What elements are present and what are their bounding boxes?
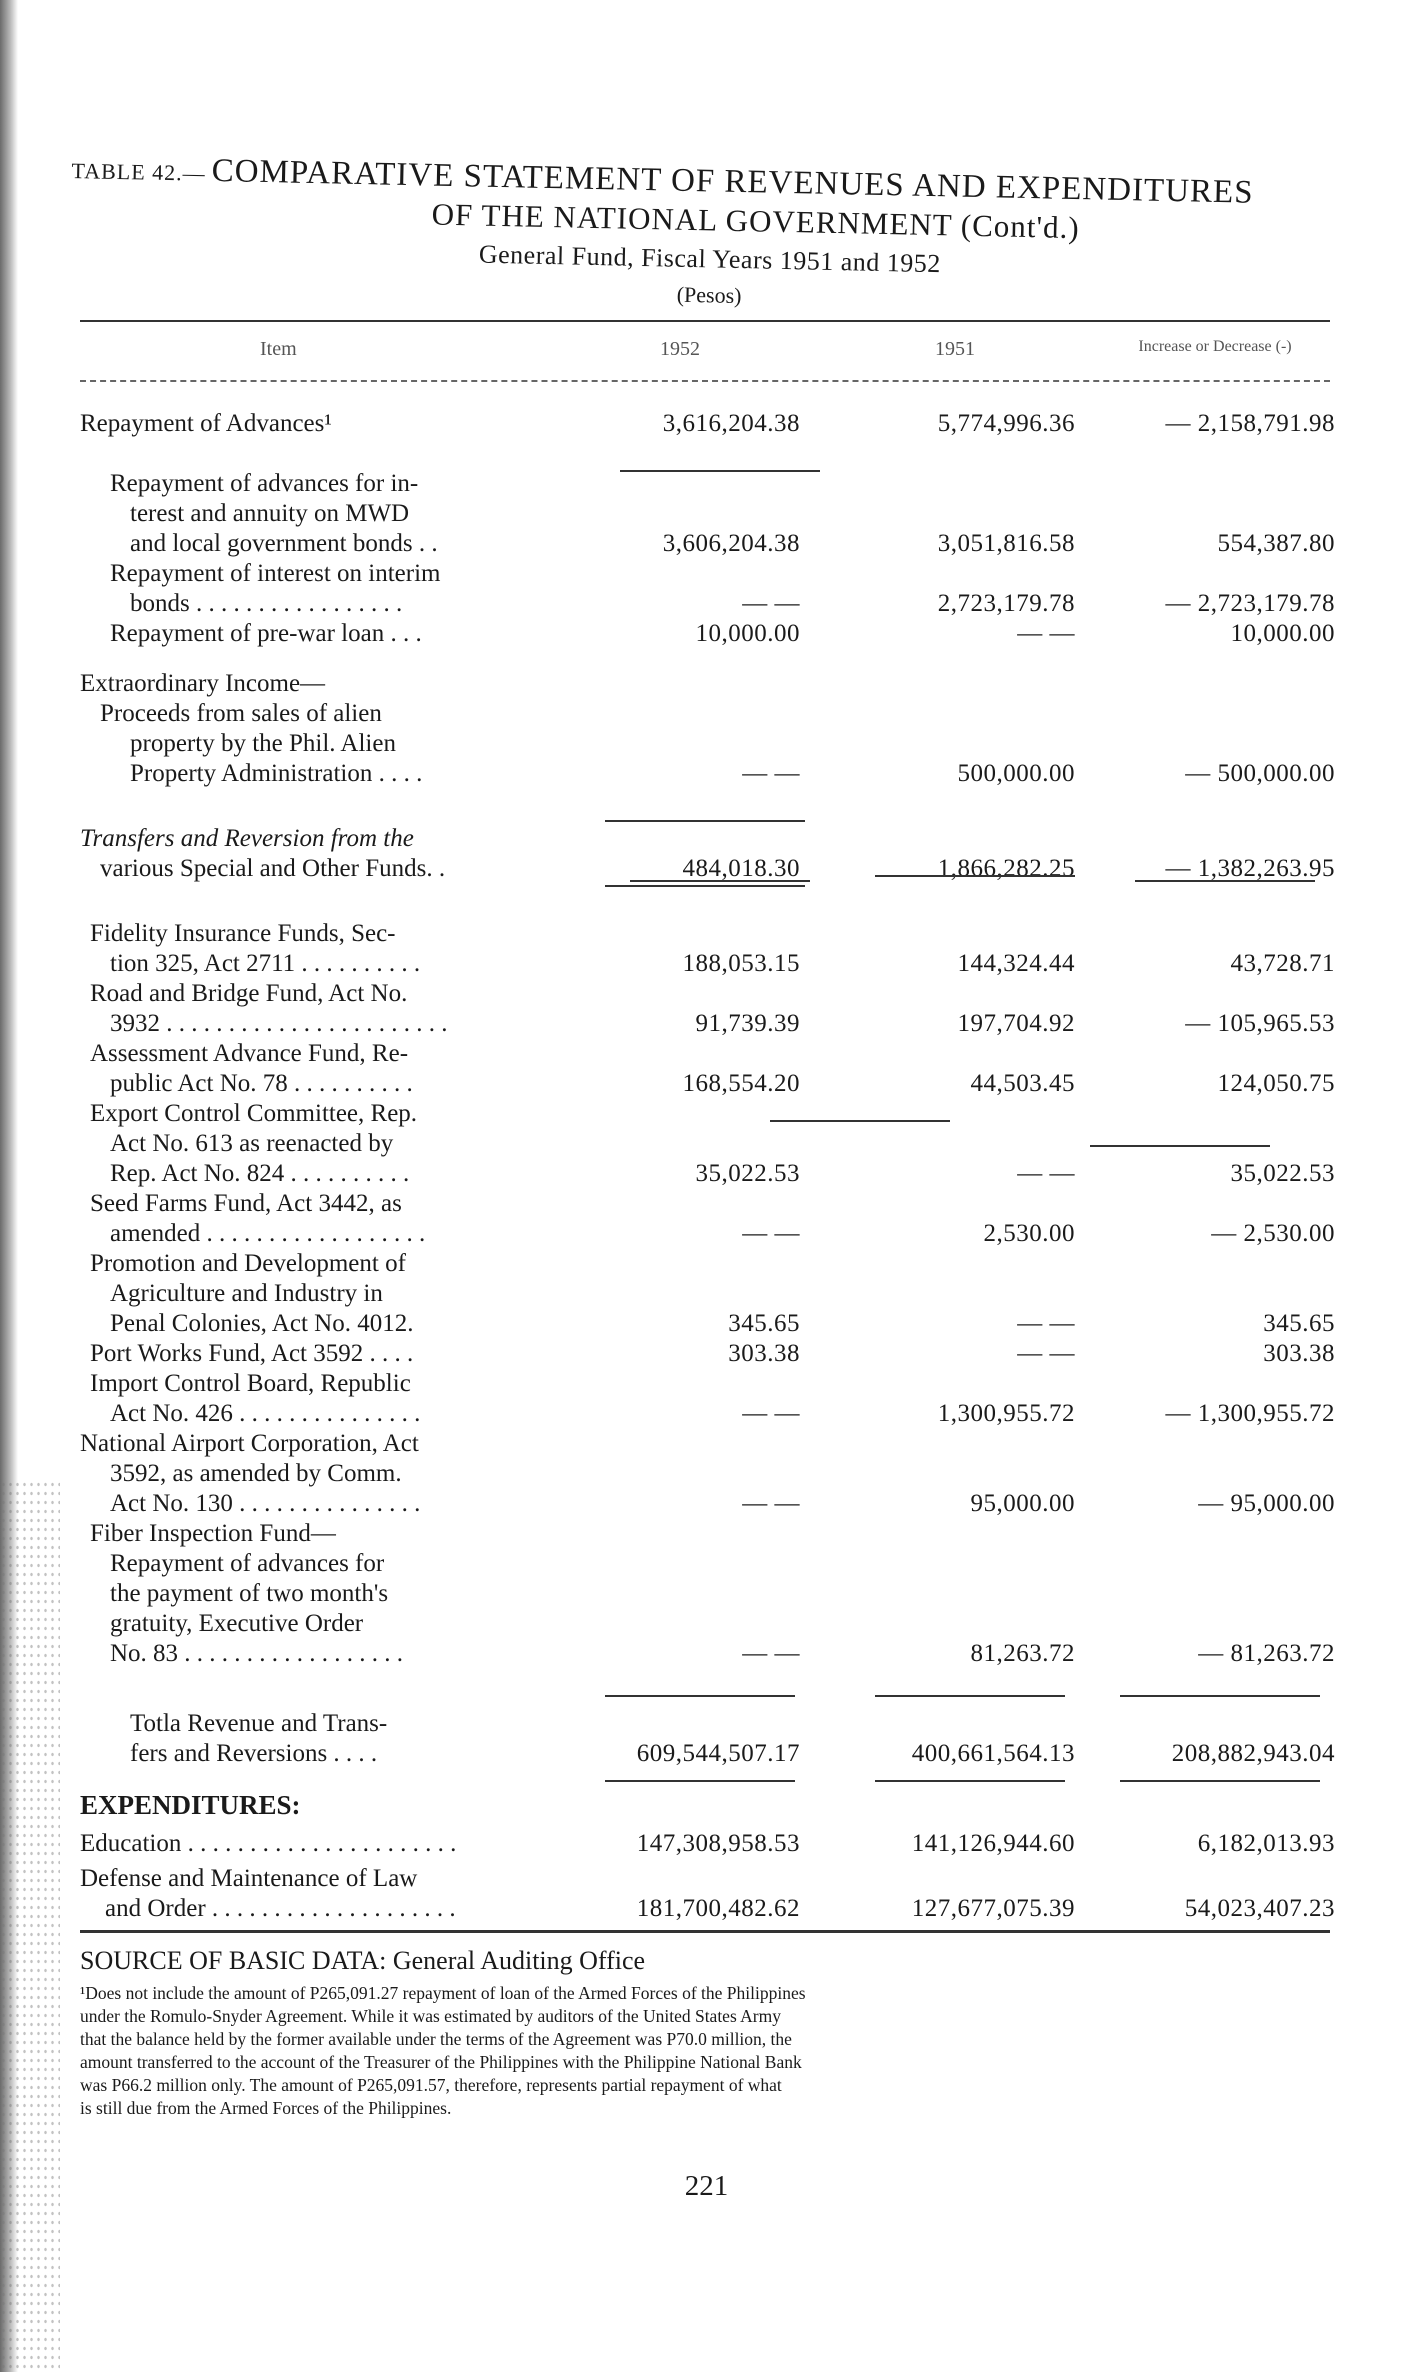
table-row xyxy=(80,1830,1340,1860)
table-row xyxy=(80,1580,1340,1610)
row-label: Fiber Inspection Fund— xyxy=(90,1520,336,1547)
row-label: Import Control Board, Republic xyxy=(90,1370,411,1397)
subtotal-rule xyxy=(1120,1780,1320,1782)
row-label: Rep. Act No. 824 . . . . . . . . . . xyxy=(110,1160,410,1187)
row-label: Repayment of advances for in- xyxy=(110,470,419,497)
row-label: gratuity, Executive Order xyxy=(110,1610,364,1637)
table-row xyxy=(80,1895,1340,1925)
value-increase: — 95,000.00 xyxy=(1198,1490,1335,1517)
table-row xyxy=(80,1520,1340,1550)
row-label: EXPENDITURES: xyxy=(80,1790,301,1820)
value-increase: — 105,965.53 xyxy=(1185,1010,1335,1037)
table-row xyxy=(80,1280,1340,1310)
value-1952: — — xyxy=(742,1490,800,1517)
table-row xyxy=(80,1370,1340,1400)
value-1952: 168,554.20 xyxy=(682,1070,800,1097)
table-row xyxy=(80,1190,1340,1220)
value-increase: 54,023,407.23 xyxy=(1184,1895,1335,1922)
table-end-rule xyxy=(80,1930,1330,1933)
subtotal-rule xyxy=(605,820,805,822)
footnote-line: was P66.2 million only. The amount of P265,091.57, therefore, represents partial repayment of what xyxy=(80,2075,782,2095)
table-row xyxy=(80,1430,1340,1460)
table-row xyxy=(80,560,1340,590)
value-increase: 124,050.75 xyxy=(1217,1070,1335,1097)
table-row xyxy=(80,590,1340,620)
value-1952: — — xyxy=(742,760,800,787)
value-increase: 10,000.00 xyxy=(1230,620,1335,647)
table-row xyxy=(80,1250,1340,1280)
table-row xyxy=(80,1010,1340,1040)
title-units: (Pesos) xyxy=(676,281,742,309)
row-label: bonds . . . . . . . . . . . . . . . . . xyxy=(130,590,403,617)
table-title xyxy=(69,150,1352,322)
value-1952: — — xyxy=(742,1400,800,1427)
row-label: Property Administration . . . . xyxy=(130,760,423,787)
value-1952: 147,308,958.53 xyxy=(636,1830,800,1857)
value-1952: 484,018.30 xyxy=(682,855,800,882)
value-1951: — — xyxy=(1017,1310,1075,1337)
subtotal-rule xyxy=(1120,1695,1320,1697)
value-increase: 345.65 xyxy=(1263,1310,1335,1337)
table-row xyxy=(80,410,1340,440)
row-label: Act No. 426 . . . . . . . . . . . . . . . xyxy=(110,1400,421,1427)
value-increase: — 1,300,955.72 xyxy=(1165,1400,1335,1427)
value-increase: — 500,000.00 xyxy=(1185,760,1335,787)
value-increase: — 1,382,263.95 xyxy=(1165,855,1335,882)
value-1952: 345.65 xyxy=(728,1310,800,1337)
value-increase: 208,882,943.04 xyxy=(1171,1740,1335,1767)
table-row xyxy=(80,760,1340,790)
table-row xyxy=(80,1640,1340,1670)
subtotal-rule xyxy=(1135,880,1315,882)
table-row xyxy=(80,1710,1340,1740)
table-row xyxy=(80,530,1340,560)
value-1952: 609,544,507.17 xyxy=(636,1740,800,1767)
row-label: Repayment of Advances¹ xyxy=(80,410,332,437)
value-1951: 81,263.72 xyxy=(970,1640,1075,1667)
value-1951: 2,530.00 xyxy=(983,1220,1075,1247)
value-1952: 35,022.53 xyxy=(695,1160,800,1187)
value-1951: 5,774,996.36 xyxy=(937,410,1075,437)
value-1951: 127,677,075.39 xyxy=(911,1895,1075,1922)
subtotal-rule xyxy=(1090,1145,1270,1147)
value-1952: 10,000.00 xyxy=(695,620,800,647)
row-label: Repayment of interest on interim xyxy=(110,560,441,587)
table-row xyxy=(80,1070,1340,1100)
value-1951: 2,723,179.78 xyxy=(937,590,1075,617)
value-1952: — — xyxy=(742,1640,800,1667)
value-1952: — — xyxy=(742,1220,800,1247)
row-label: 3932 . . . . . . . . . . . . . . . . . . . . . . . xyxy=(110,1010,448,1037)
row-label: Proceeds from sales of alien xyxy=(100,700,382,727)
header-1951: 1951 xyxy=(935,338,975,360)
row-label: tion 325, Act 2711 . . . . . . . . . . xyxy=(110,950,421,977)
table-row xyxy=(80,1610,1340,1640)
value-increase: 6,182,013.93 xyxy=(1197,1830,1335,1857)
value-1951: 197,704.92 xyxy=(957,1010,1075,1037)
header-increase: Increase or Decrease (-) xyxy=(1138,338,1292,355)
table-row xyxy=(80,670,1340,700)
title-main: COMPARATIVE STATEMENT OF REVENUES AND EXPENDITURES xyxy=(211,152,1254,211)
value-1951: 500,000.00 xyxy=(957,760,1075,787)
row-label: property by the Phil. Alien xyxy=(130,730,396,757)
row-label: Fidelity Insurance Funds, Sec- xyxy=(90,920,396,947)
row-label: Promotion and Development of xyxy=(90,1250,406,1277)
table-row xyxy=(80,920,1340,950)
table-row xyxy=(80,1100,1340,1130)
table-row xyxy=(80,1310,1340,1340)
title-line-2: OF THE NATIONAL GOVERNMENT (Cont'd.) xyxy=(431,196,1080,246)
title-subtitle: General Fund, Fiscal Years 1951 and 1952 xyxy=(478,239,942,279)
value-increase: — 2,723,179.78 xyxy=(1165,590,1335,617)
value-1951: 44,503.45 xyxy=(970,1070,1075,1097)
table-row xyxy=(80,620,1340,650)
row-label: various Special and Other Funds. . xyxy=(100,855,446,882)
footnote-line: is still due from the Armed Forces of the Philippines. xyxy=(80,2098,452,2118)
value-1952: 303.38 xyxy=(728,1340,800,1367)
subtotal-rule xyxy=(605,885,805,887)
table-row xyxy=(80,1220,1340,1250)
row-label: Education . . . . . . . . . . . . . . . . . . . . . . xyxy=(80,1830,457,1857)
table-row xyxy=(80,950,1340,980)
table-row xyxy=(80,1340,1340,1370)
value-1952: — — xyxy=(742,590,800,617)
value-1951: — — xyxy=(1017,1160,1075,1187)
row-label: Act No. 130 . . . . . . . . . . . . . . . xyxy=(110,1490,421,1517)
footnote-line: amount transferred to the account of the Treasurer of the Philippines with the Philippine National Bank xyxy=(80,2052,802,2072)
value-1951: 3,051,816.58 xyxy=(937,530,1075,557)
table-row xyxy=(80,700,1340,730)
row-label: Seed Farms Fund, Act 3442, as xyxy=(90,1190,402,1217)
row-label: Defense and Maintenance of Law xyxy=(80,1865,418,1892)
value-1952: 3,616,204.38 xyxy=(662,410,800,437)
subtotal-rule xyxy=(875,1780,1065,1782)
row-label: Totla Revenue and Trans- xyxy=(130,1710,388,1737)
subtotal-rule xyxy=(605,1780,795,1782)
row-label: fers and Reversions . . . . xyxy=(130,1740,378,1767)
subtotal-rule xyxy=(875,1695,1065,1697)
value-1952: 3,606,204.38 xyxy=(662,530,800,557)
header-item: Item xyxy=(260,338,297,360)
value-increase: 554,387.80 xyxy=(1217,530,1335,557)
row-label: Agriculture and Industry in xyxy=(110,1280,383,1307)
subtotal-rule xyxy=(770,1120,950,1122)
table-row xyxy=(80,1040,1340,1070)
row-label: Export Control Committee, Rep. xyxy=(90,1100,418,1127)
row-label: Extraordinary Income— xyxy=(80,670,326,697)
scan-speckle xyxy=(0,1480,60,2372)
footnote xyxy=(80,1982,1320,2120)
table-row xyxy=(80,1400,1340,1430)
value-1951: 95,000.00 xyxy=(970,1490,1075,1517)
value-increase: 43,728.71 xyxy=(1230,950,1335,977)
row-label: and Order . . . . . . . . . . . . . . . . . . . . xyxy=(105,1895,456,1922)
table-row xyxy=(80,1490,1340,1520)
value-increase: — 2,158,791.98 xyxy=(1165,410,1335,437)
row-label: Assessment Advance Fund, Re- xyxy=(90,1040,409,1067)
footnote-line: that the balance held by the former available under the terms of the Agreement was P70.0 million, the xyxy=(80,2029,792,2049)
table-row xyxy=(80,730,1340,760)
table-row xyxy=(80,825,1340,855)
row-label: Port Works Fund, Act 3592 . . . . xyxy=(90,1340,414,1367)
row-label: amended . . . . . . . . . . . . . . . . . . xyxy=(110,1220,426,1247)
row-label: Penal Colonies, Act No. 4012. xyxy=(110,1310,414,1337)
table-row xyxy=(80,1460,1340,1490)
row-label: terest and annuity on MWD xyxy=(130,500,410,527)
value-1951: 144,324.44 xyxy=(957,950,1075,977)
table-label: TABLE 42.— xyxy=(71,157,206,186)
row-label: National Airport Corporation, Act xyxy=(80,1430,419,1457)
value-increase: 35,022.53 xyxy=(1230,1160,1335,1187)
row-label: Repayment of advances for xyxy=(110,1550,385,1577)
row-label: No. 83 . . . . . . . . . . . . . . . . . . xyxy=(110,1640,404,1667)
table-row xyxy=(80,1160,1340,1190)
header-1952: 1952 xyxy=(660,338,700,360)
table-row xyxy=(80,1740,1340,1770)
footnote-line: ¹Does not include the amount of P265,091.27 repayment of loan of the Armed Forces of the Philippines xyxy=(80,1983,806,2003)
value-1951: 400,661,564.13 xyxy=(911,1740,1075,1767)
row-label: the payment of two month's xyxy=(110,1580,389,1607)
value-increase: 303.38 xyxy=(1263,1340,1335,1367)
section-heading-row xyxy=(80,1790,1340,1820)
table-row xyxy=(80,470,1340,500)
row-label: 3592, as amended by Comm. xyxy=(110,1460,402,1487)
source-note: SOURCE OF BASIC DATA: General Auditing Office xyxy=(80,1946,646,1975)
row-label: Road and Bridge Fund, Act No. xyxy=(90,980,408,1007)
value-1951: — — xyxy=(1017,1340,1075,1367)
table-row xyxy=(80,980,1340,1010)
value-increase: — 2,530.00 xyxy=(1211,1220,1335,1247)
header-top-rule xyxy=(80,320,1330,322)
subtotal-rule xyxy=(605,1695,795,1697)
table-row xyxy=(80,1865,1340,1895)
value-1952: 91,739.39 xyxy=(695,1010,800,1037)
footnote-line: under the Romulo-Snyder Agreement. While it was estimated by auditors of the United States Army xyxy=(80,2006,781,2026)
header-bottom-rule xyxy=(80,380,1330,382)
row-label: Act No. 613 as reenacted by xyxy=(110,1130,394,1157)
page-number: 221 xyxy=(684,2170,729,2202)
value-1951: — — xyxy=(1017,620,1075,647)
value-1951: 141,126,944.60 xyxy=(911,1830,1075,1857)
subtotal-rule xyxy=(630,880,810,882)
value-increase: — 81,263.72 xyxy=(1198,1640,1335,1667)
row-label: Transfers and Reversion from the xyxy=(80,825,414,852)
value-1951: 1,866,282.25 xyxy=(937,855,1075,882)
value-1952: 188,053.15 xyxy=(682,950,800,977)
table-row xyxy=(80,500,1340,530)
row-label: public Act No. 78 . . . . . . . . . . xyxy=(110,1070,413,1097)
row-label: and local government bonds . . xyxy=(130,530,438,557)
subtotal-rule xyxy=(620,470,820,472)
value-1951: 1,300,955.72 xyxy=(937,1400,1075,1427)
row-label: Repayment of pre-war loan . . . xyxy=(110,620,422,647)
subtotal-rule xyxy=(875,875,1075,877)
value-1952: 181,700,482.62 xyxy=(636,1895,800,1922)
table-row xyxy=(80,1550,1340,1580)
